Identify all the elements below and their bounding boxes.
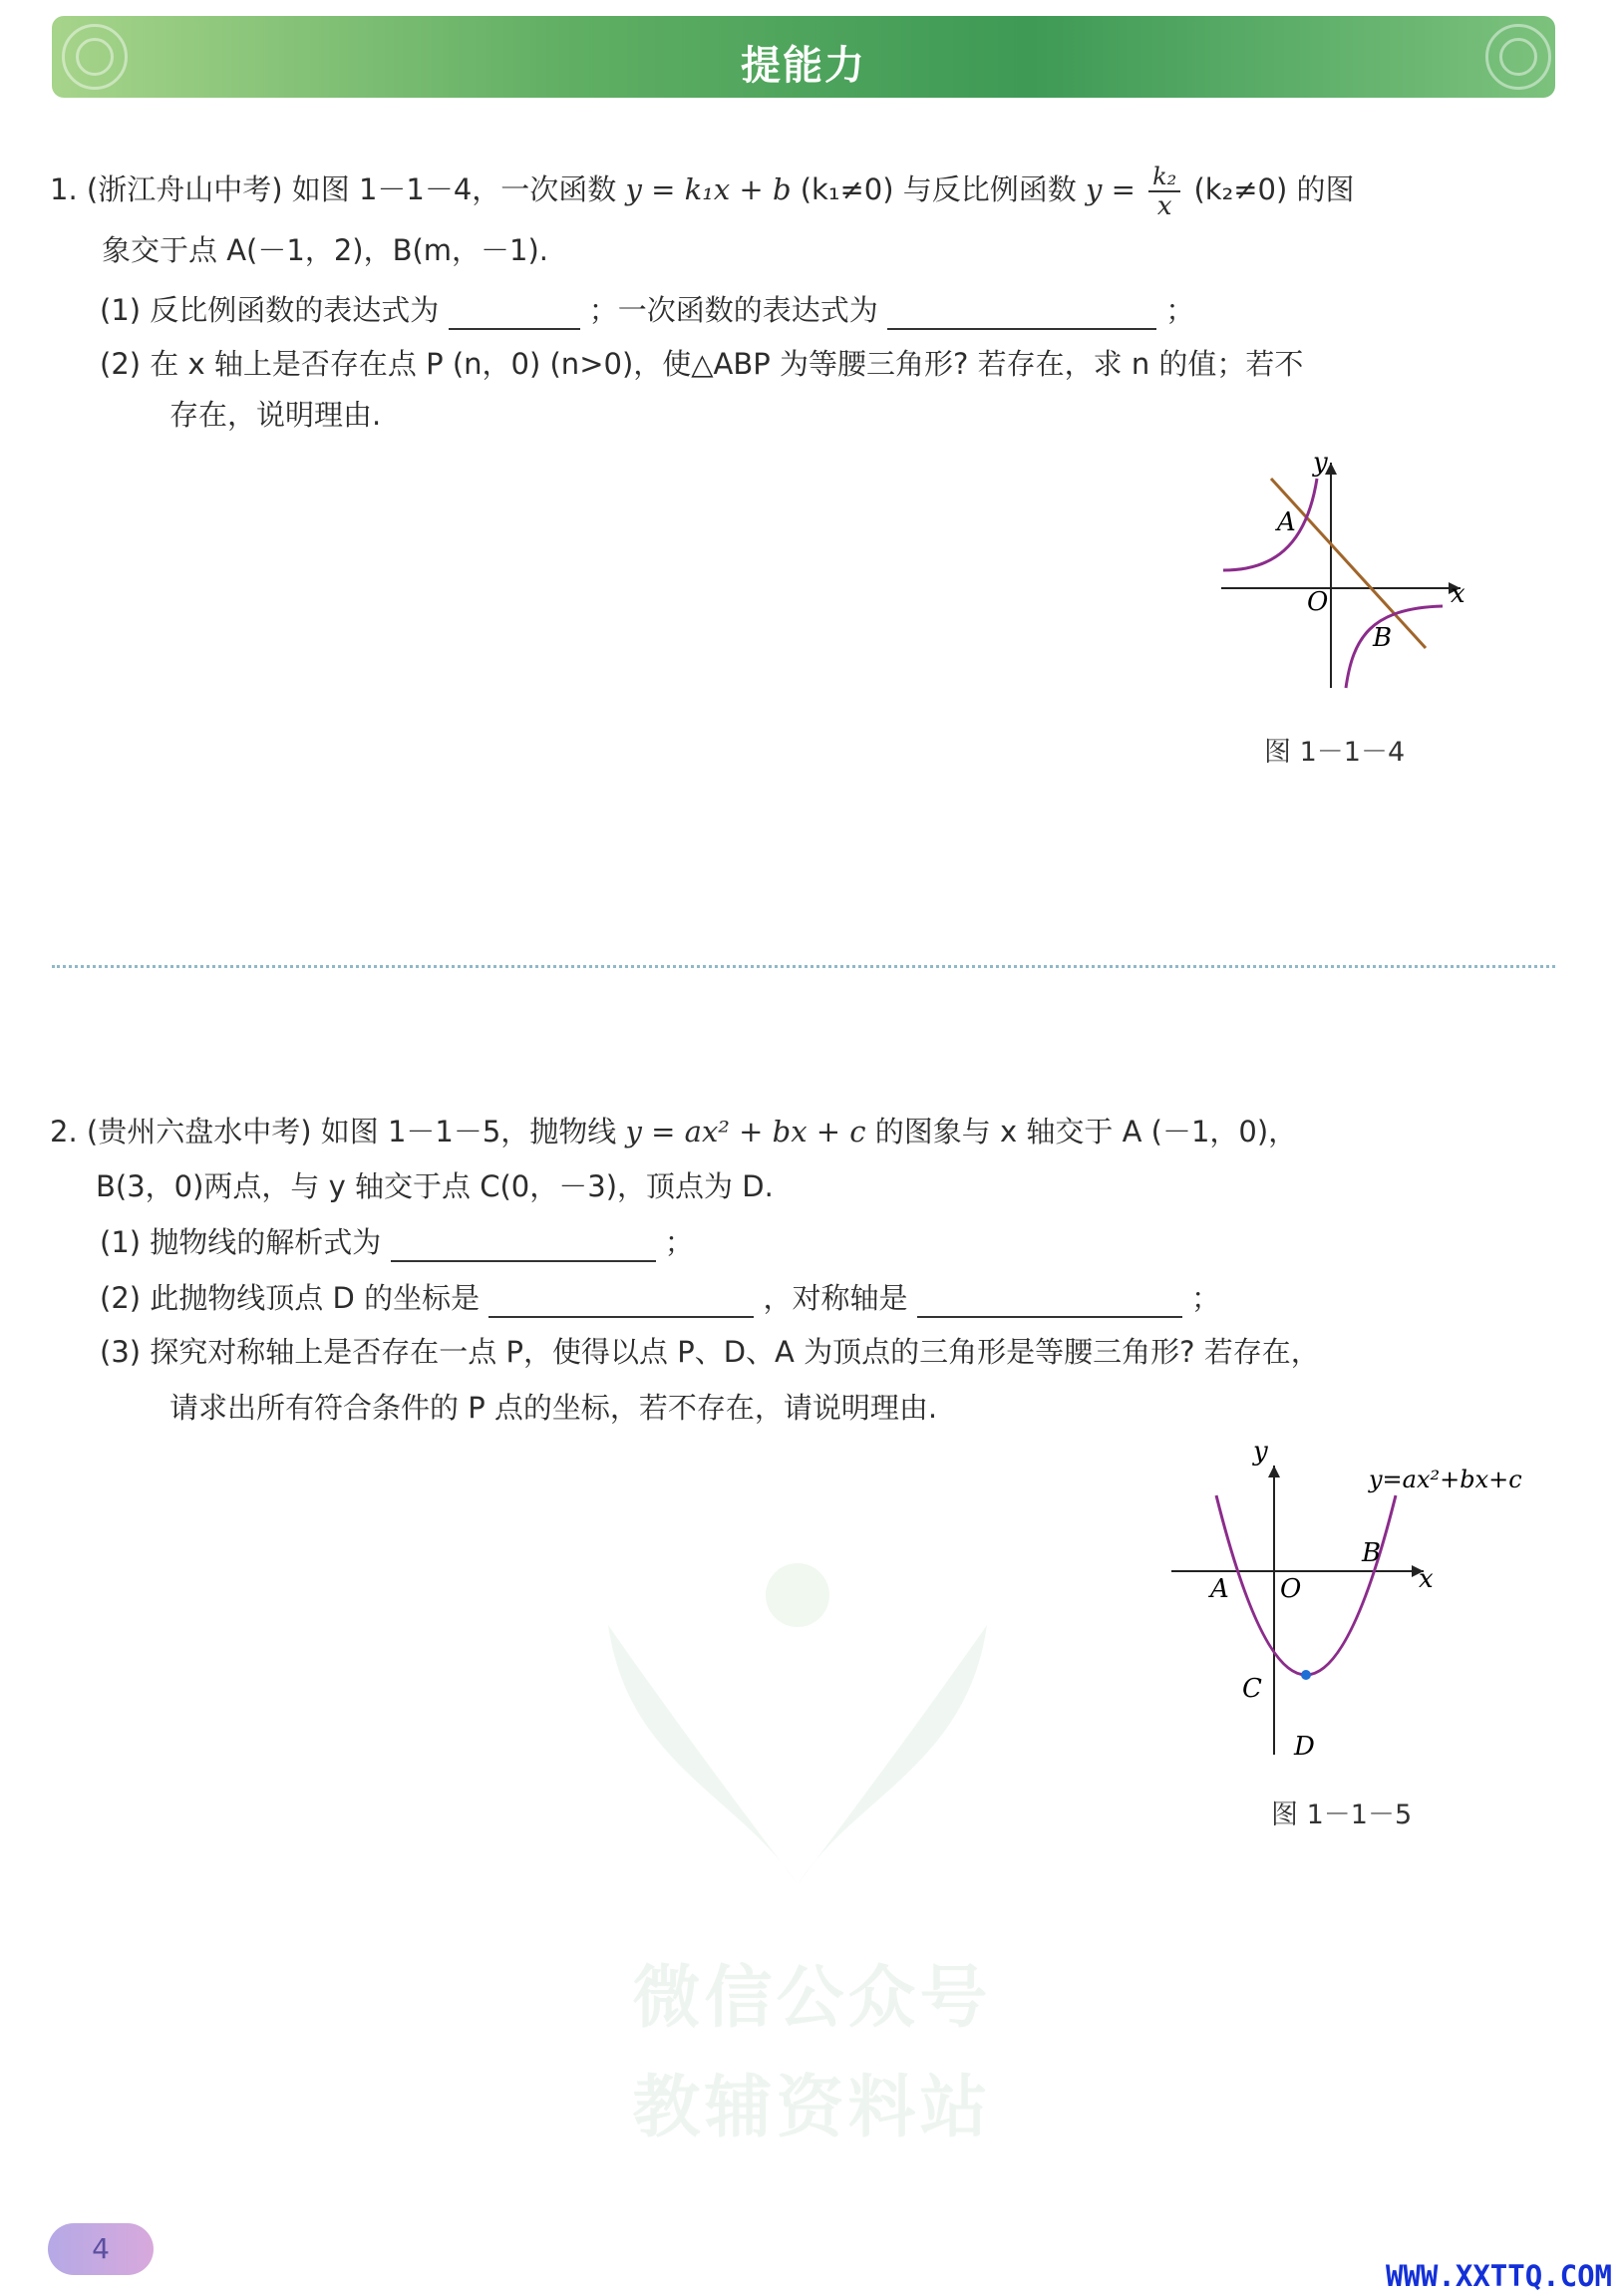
q2-sub2-text: ； xyxy=(1190,1281,1220,1315)
q2-sub1-text: ； xyxy=(664,1225,694,1259)
q2-sub2-text: (2) 此抛物线顶点 D 的坐标是 xyxy=(100,1281,481,1315)
vertex-point xyxy=(1301,1670,1311,1680)
watermark-dot xyxy=(766,1563,829,1627)
q1-sub1-text: (1) 反比例函数的表达式为 xyxy=(100,293,440,327)
q2-text: 的图象与 x 轴交于 A (－1，0)， xyxy=(874,1115,1298,1148)
point-c-label: C xyxy=(1242,1674,1262,1704)
q1-sub1-text: ；一次函数的表达式为 xyxy=(588,293,878,327)
q2-parabola-formula: y = ax² + bx + c xyxy=(625,1115,866,1148)
q1-inverse-formula: y = xyxy=(1085,172,1136,206)
x-axis-label: x xyxy=(1451,579,1465,609)
site-watermark: WWW.XXTTQ.COM xyxy=(1386,2259,1612,2293)
q2-stem-line2: B(3，0)两点，与 y 轴交于点 C(0，－3)，顶点为 D. xyxy=(96,1169,774,1203)
watermark-text: 微信公众号 xyxy=(632,1959,992,2038)
q1-sub1-text: ； xyxy=(1165,293,1195,327)
point-d-label: D xyxy=(1294,1732,1315,1762)
x-axis-label: x xyxy=(1419,1564,1434,1594)
q2-sub1-text: (1) 抛物线的解析式为 xyxy=(100,1225,382,1259)
q1-sub2: (2) 在 x 轴上是否存在点 P (n，0) (n>0)，使△ABP 为等腰三角形? 若存在，求 n 的值；若不 xyxy=(100,347,1304,381)
q2-text: 2. (贵州六盘水中考) 如图 1－1－5，抛物线 xyxy=(50,1115,617,1148)
q1-stem-line1 xyxy=(50,163,1355,220)
q1-sub2-cont: 存在，说明理由. xyxy=(169,398,382,432)
q1-linear-formula: y = k₁x + b xyxy=(625,172,792,206)
y-axis-label: y xyxy=(1313,449,1328,478)
point-b-label: B xyxy=(1373,623,1393,653)
figure-1-1-5 xyxy=(1166,1436,1545,1765)
watermark-leaf xyxy=(798,1625,987,1884)
fraction-denominator: x xyxy=(1156,191,1172,221)
q2-stem-line1 xyxy=(50,1112,1297,1151)
section-banner xyxy=(52,16,1555,98)
q1-text: (k₁≠0) 与反比例函数 xyxy=(800,172,1077,206)
q2-sub2 xyxy=(100,1278,1220,1318)
point-a-label: A xyxy=(1210,1574,1229,1604)
q1-stem-line2: 象交于点 A(－1，2)，B(m，－1). xyxy=(102,233,549,267)
figure-caption: 图 1－1－4 xyxy=(1264,737,1406,768)
q1-sub1 xyxy=(100,290,1194,330)
y-axis-label: y xyxy=(1253,1437,1268,1467)
answer-blank[interactable] xyxy=(488,1288,754,1318)
watermark-logo xyxy=(588,1555,1007,1894)
q1-text: 1. (浙江舟山中考) 如图 1－1－4，一次函数 xyxy=(50,172,617,206)
figure-caption: 图 1－1－5 xyxy=(1271,1800,1413,1830)
q2-sub3: (3) 探究对称轴上是否存在一点 P，使得以点 P、D、A 为顶点的三角形是等腰三角形? 若存在， xyxy=(100,1335,1320,1369)
origin-label: O xyxy=(1307,587,1329,617)
hyperbola-branch-upper xyxy=(1223,479,1317,570)
y-axis-arrow xyxy=(1268,1466,1280,1477)
q2-sub1 xyxy=(100,1222,694,1262)
watermark-text: 教辅资料站 xyxy=(632,2069,992,2147)
q1-text: (k₂≠0) 的图 xyxy=(1193,172,1355,206)
page-number: 4 xyxy=(48,2223,154,2275)
answer-blank[interactable] xyxy=(391,1232,656,1262)
point-b-label: B xyxy=(1362,1538,1382,1568)
hyperbola-branch-lower xyxy=(1346,606,1443,688)
origin-label: O xyxy=(1280,1574,1302,1604)
q1-fraction xyxy=(1148,163,1180,220)
answer-blank[interactable] xyxy=(887,300,1156,330)
watermark-leaf xyxy=(608,1625,798,1884)
answer-blank[interactable] xyxy=(449,300,580,330)
section-divider xyxy=(52,965,1555,968)
figure-1-1-4 xyxy=(1211,449,1470,698)
parabola-curve xyxy=(1216,1495,1396,1675)
linear-function-line xyxy=(1271,479,1426,648)
parabola-equation-label: y=ax²+bx+c xyxy=(1369,1466,1522,1493)
section-title: 提能力 xyxy=(741,43,866,89)
point-a-label: A xyxy=(1277,507,1296,537)
answer-blank[interactable] xyxy=(917,1288,1182,1318)
q2-sub2-text: ，对称轴是 xyxy=(763,1281,908,1315)
q2-sub3-cont: 请求出所有符合条件的 P 点的坐标，若不存在，请说明理由. xyxy=(169,1391,938,1425)
fraction-numerator: k₂ xyxy=(1148,163,1180,192)
